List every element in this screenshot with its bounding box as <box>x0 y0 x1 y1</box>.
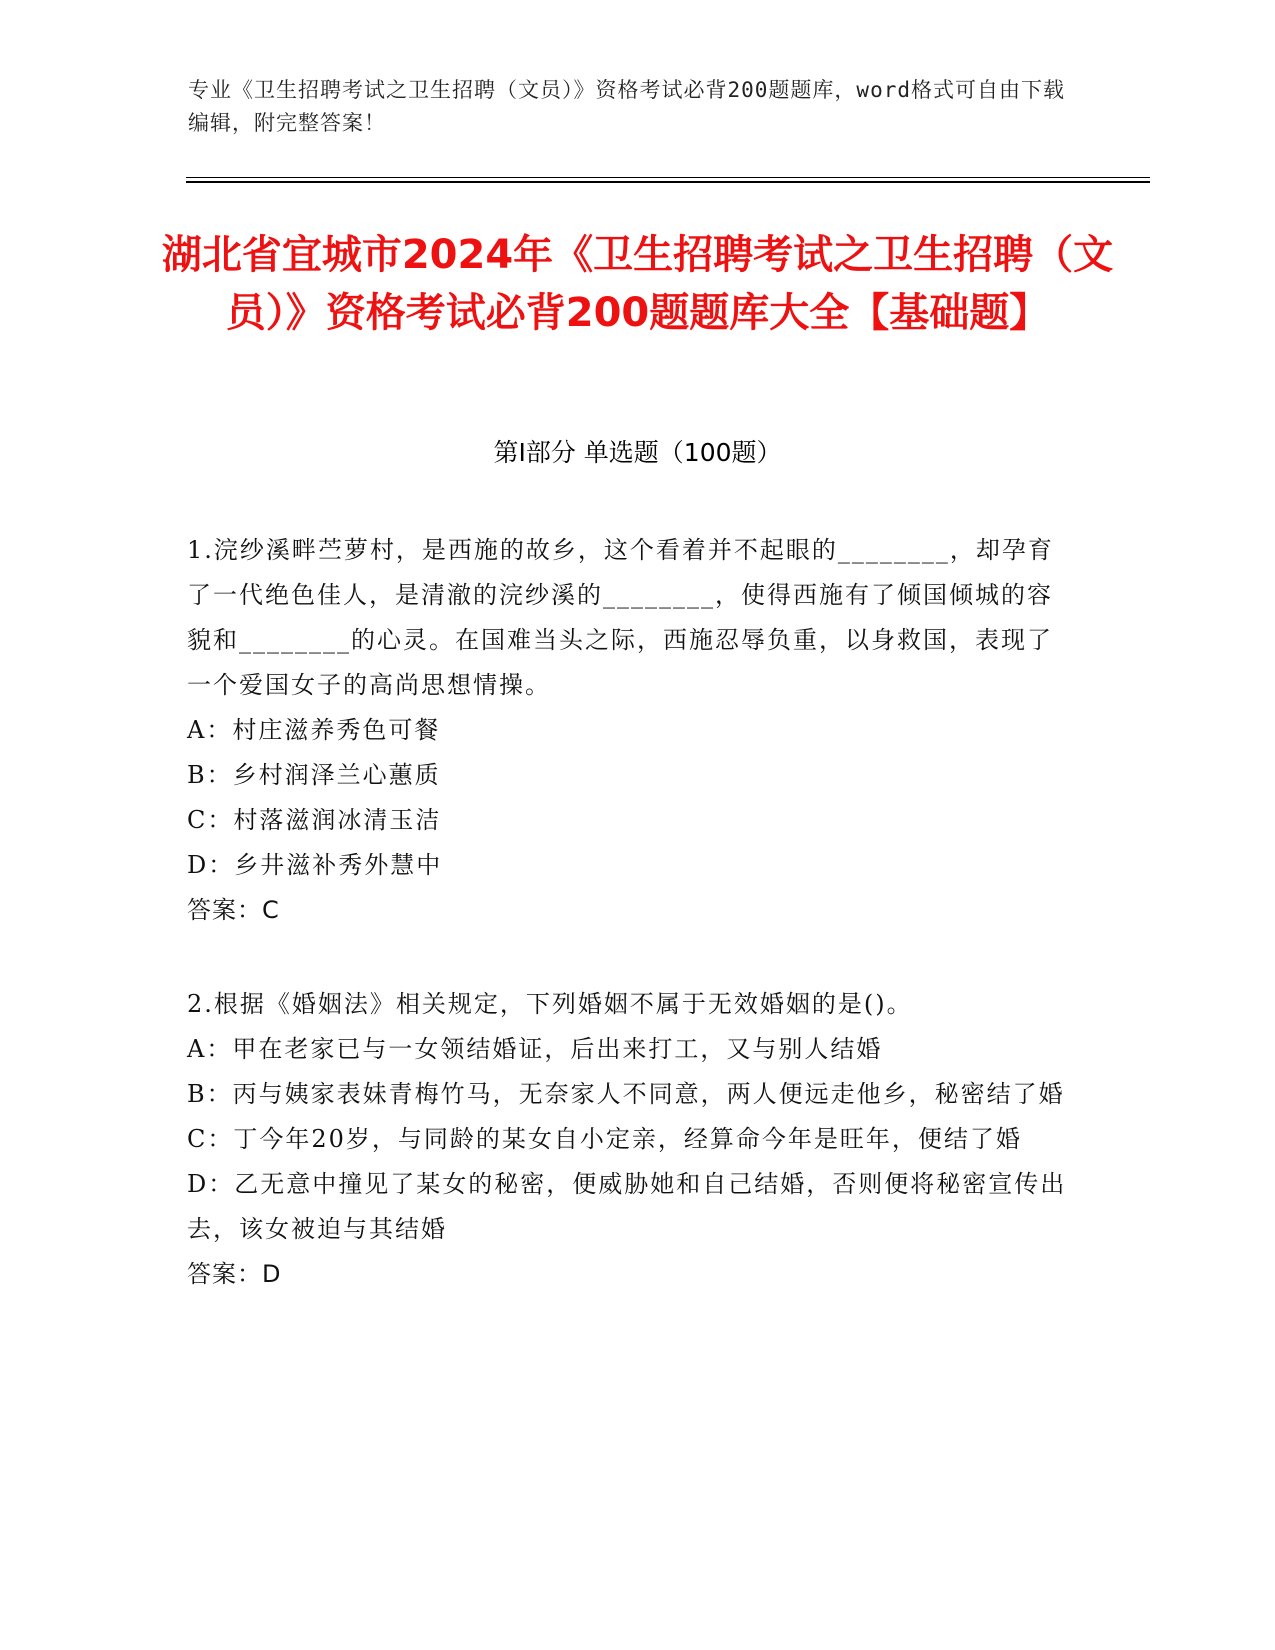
section-heading: 第Ⅰ部分 单选题（100题） <box>493 438 782 467</box>
question-stem: 1.浣纱溪畔苎萝村，是西施的故乡，这个看着并不起眼的________，却孕育了一代绝色佳人，是清澈的浣纱溪的________，使得西施有了倾国倾城的容貌和________的心灵。在国难当头之际，西施忍辱负重，以身救国，表现了一个爱国女子的高尚思想情操。 <box>187 536 1054 699</box>
answer-line: 答案：C <box>187 896 280 924</box>
option-d: D：乡井滋补秀外慧中 <box>187 851 443 879</box>
question-2 <box>187 982 1077 1297</box>
option-b: B：乡村润泽兰心蕙质 <box>187 761 441 789</box>
option-b: B：丙与姨家表妹青梅竹马，无奈家人不同意，两人便远走他乡，秘密结了婚 <box>187 1080 1065 1108</box>
question-1 <box>187 528 1077 933</box>
document-title: 湖北省宜城市2024年《卫生招聘考试之卫生招聘（文员）》资格考试必背200题题库大全【基础题】 <box>161 232 1114 336</box>
option-c: C：丁今年20岁，与同龄的某女自小定亲，经算命今年是旺年，便结了婚 <box>187 1125 1022 1153</box>
option-a: A：甲在老家已与一女领结婚证，后出来打工，又与别人结婚 <box>187 1035 883 1063</box>
header-divider-thin <box>186 177 1150 178</box>
answer-line: 答案：D <box>187 1260 282 1288</box>
option-d: D：乙无意中撞见了某女的秘密，便威胁她和自己结婚，否则便将秘密宣传出去，该女被迫与其结婚 <box>187 1170 1067 1243</box>
header-note: 专业《卫生招聘考试之卫生招聘（文员）》资格考试必背200题题库，word格式可自由下载编辑，附完整答案！ <box>188 78 1065 135</box>
question-stem: 2.根据《婚姻法》相关规定，下列婚姻不属于无效婚姻的是()。 <box>187 990 913 1018</box>
option-c: C：村落滋润冰清玉洁 <box>187 806 442 834</box>
header-divider-thick <box>186 181 1150 183</box>
option-a: A：村庄滋养秀色可餐 <box>187 716 441 744</box>
